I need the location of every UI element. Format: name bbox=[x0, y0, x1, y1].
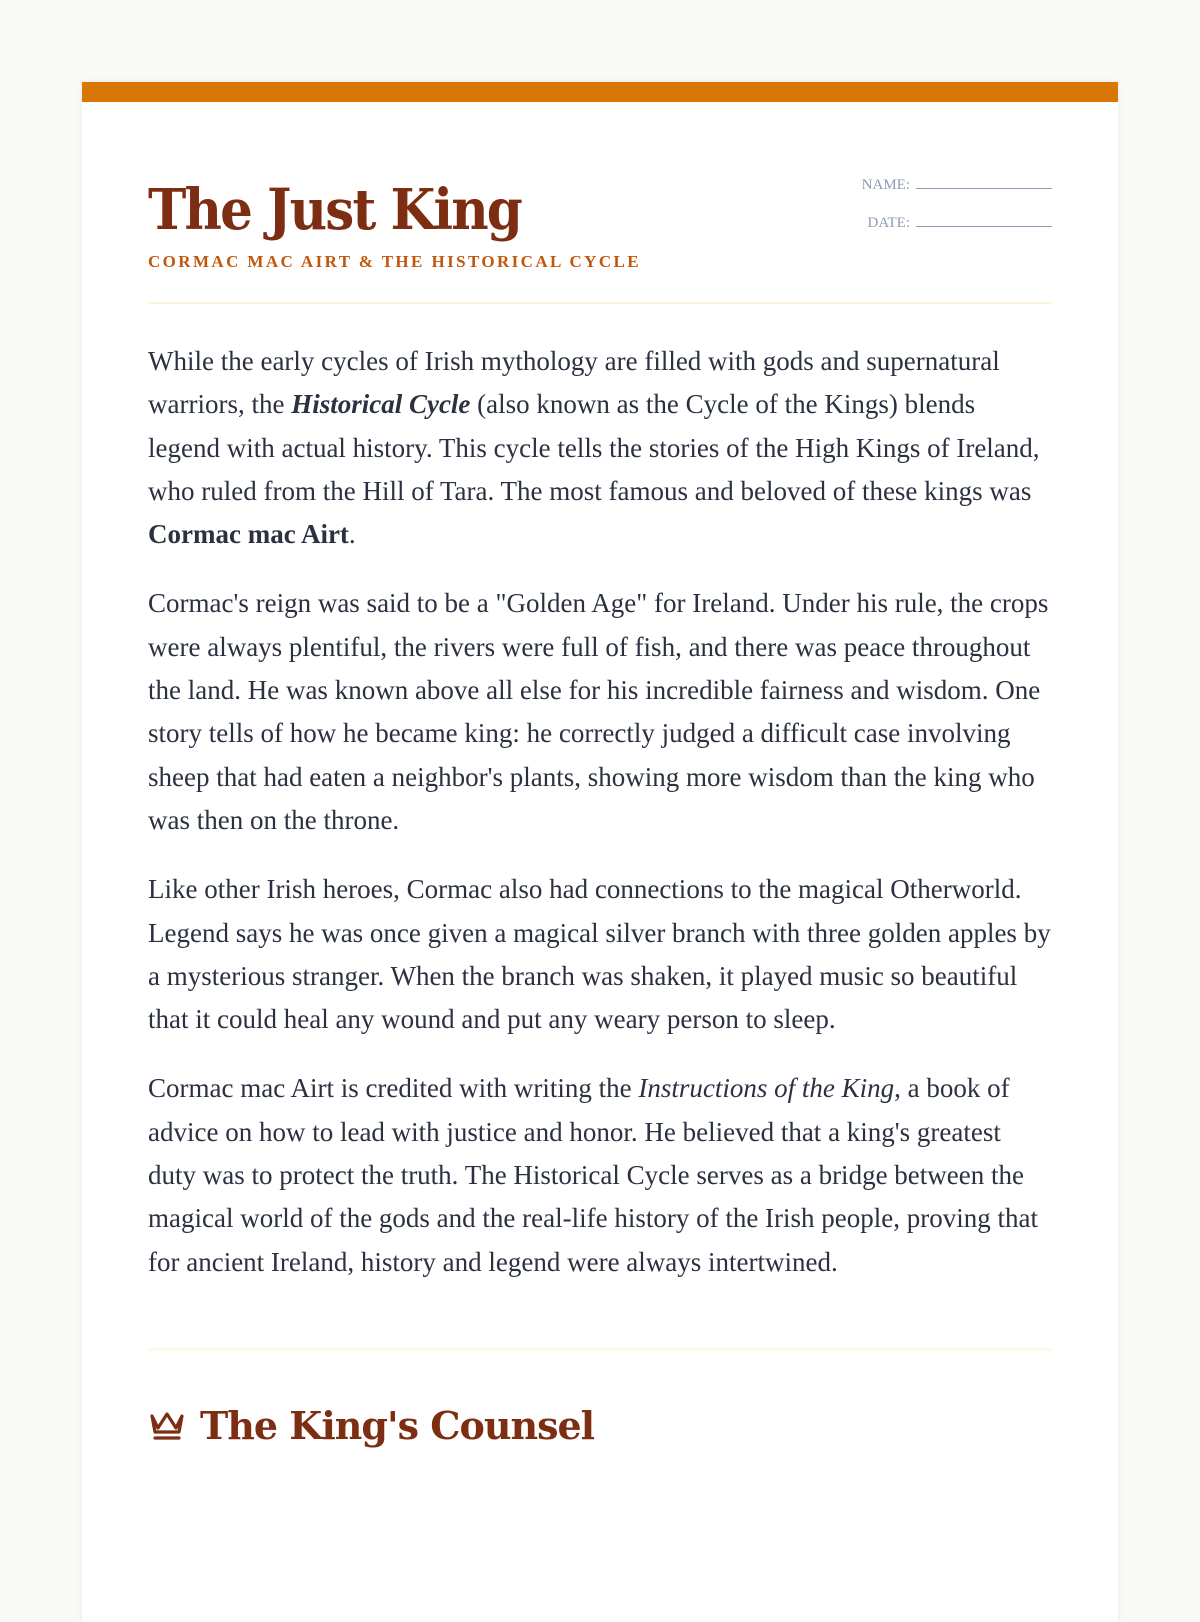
accent-bar bbox=[82, 82, 1118, 102]
paragraph bbox=[148, 582, 1052, 842]
name-date-fields bbox=[862, 174, 1052, 250]
page-subtitle: CORMAC MAC AIRT & THE HISTORICAL CYCLE bbox=[148, 252, 641, 271]
article-body bbox=[148, 304, 1052, 1284]
paragraph bbox=[148, 868, 1052, 1041]
date-field[interactable] bbox=[862, 212, 1052, 250]
page-title: The Just King bbox=[148, 177, 522, 243]
date-label: DATE: bbox=[867, 215, 910, 231]
text-run: Cormac's reign was said to be a "Golden Age" for Ireland. Under his rule, the crops were always plentiful, the rivers were full of fish, and there was peace throughout the land. He was known above all else for his incredible fairness and wisdom. One story tells of how he became king: he correctly judged a difficult case involving sheep that had eaten a neighbor's plants, showing more wisdom than the king who was then on the throne. bbox=[148, 588, 1049, 835]
name-line[interactable] bbox=[916, 174, 1052, 189]
paragraph bbox=[148, 340, 1052, 556]
crown-icon bbox=[148, 1408, 186, 1442]
paragraph bbox=[148, 1067, 1052, 1283]
section-title: The King's Counsel bbox=[200, 1402, 595, 1448]
text-run: (also known as the Cycle of the Kings) blends legend with actual history. This cycle tells the stories of the High Kings of Ireland, who ruled from the Hill of Tara. The most famous and beloved of these kings was bbox=[148, 389, 1040, 506]
emphasized-text: Historical Cycle bbox=[291, 389, 471, 420]
text-run: While the early cycles of Irish mythology are filled with gods and supernatural warriors, the bbox=[148, 346, 1000, 420]
text-run: Cormac mac Airt is credited with writing the bbox=[148, 1073, 639, 1104]
name-label: NAME: bbox=[861, 177, 910, 193]
emphasized-text: Instructions of the King bbox=[638, 1073, 895, 1104]
section-heading bbox=[148, 1403, 1052, 1448]
name-field[interactable] bbox=[862, 174, 1052, 212]
worksheet bbox=[82, 82, 1118, 1622]
text-run: , a book of advice on how to lead with justice and honor. He believed that a king's greatest duty was to protect the truth. The Historical Cycle serves as a bridge between the magical world of the gods and the real-life history of the Irish people, proving that for ancient Ireland, history and legend were always intertwined. bbox=[148, 1073, 1038, 1277]
date-line[interactable] bbox=[916, 212, 1052, 227]
header bbox=[148, 102, 1052, 304]
emphasized-text: Cormac mac Airt bbox=[148, 519, 349, 550]
text-run: Like other Irish heroes, Cormac also had connections to the magical Otherworld. Legend says he was once given a magical silver branch with three golden apples by a mysterious stranger. When the branch was shaken, it played music so beautiful that it could heal any wound and put any weary person to sleep. bbox=[148, 874, 1051, 1035]
section-divider bbox=[148, 1348, 1052, 1351]
text-run: . bbox=[348, 519, 356, 550]
